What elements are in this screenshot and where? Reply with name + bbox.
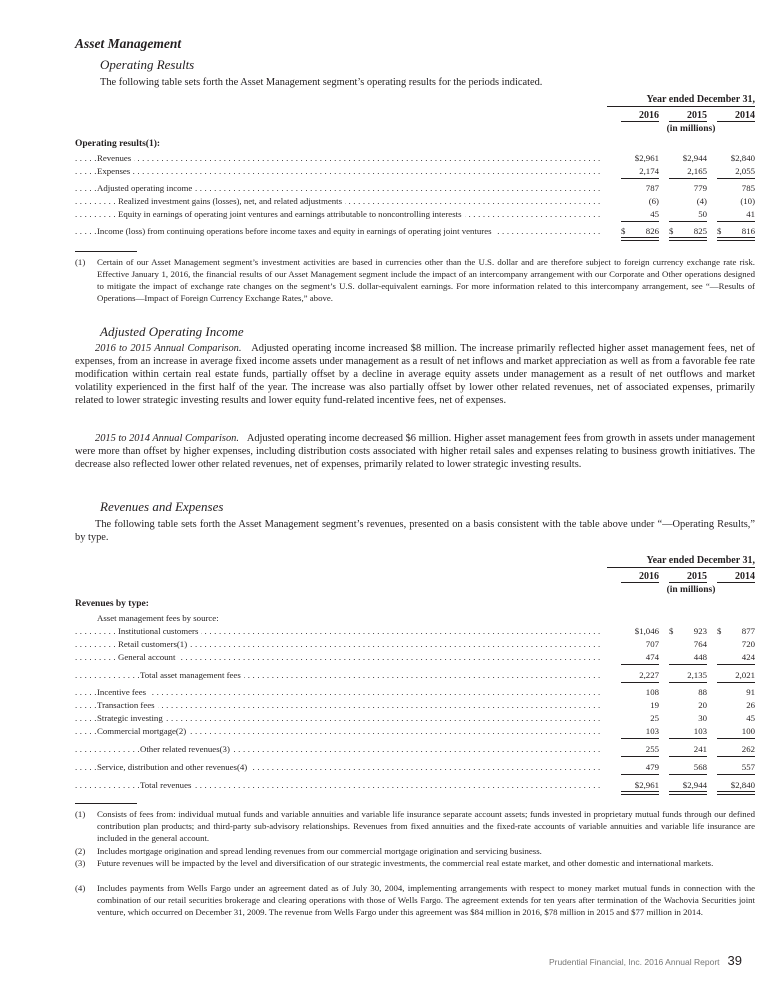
- cell-value: 779: [693, 183, 707, 193]
- cell-value: 720: [741, 639, 755, 649]
- table-row: [75, 726, 755, 738]
- revenues-table: [75, 555, 755, 835]
- table-row-subtotal: [75, 744, 755, 756]
- footnote: [75, 808, 755, 844]
- year-2016: 2016: [621, 571, 659, 583]
- cell-value: 255: [621, 744, 659, 754]
- revenues-by-type-label: Revenues by type:: [75, 599, 149, 609]
- cell-value: 103: [669, 726, 707, 736]
- year-ended-header: Year ended December 31,: [607, 94, 755, 107]
- cell-value: 19: [650, 700, 659, 710]
- cell-value: 41: [717, 209, 755, 219]
- row-label: Adjusted operating income: [97, 183, 195, 193]
- row-label: Other related revenues(3): [140, 744, 233, 754]
- operating-results-intro: The following table sets forth the Asset Management segment’s operating results for the periods indicated.: [100, 77, 543, 88]
- footnote: [75, 882, 755, 918]
- cell-value: 557: [717, 762, 755, 772]
- cell-value: 2,174: [621, 166, 659, 176]
- row-label: Service, distribution and other revenues(4): [97, 762, 250, 772]
- footnote-divider: [75, 251, 137, 252]
- operating-results-label: Operating results(1):: [75, 139, 161, 149]
- comparison-paragraph-2015: [75, 432, 755, 471]
- cell-value: 479: [621, 762, 659, 772]
- cell-value: 448: [669, 652, 707, 662]
- footnote-text: Consists of fees from: individual mutual funds and variable annuities and variable life insurance separate account assets; funds invested in proprietary mutual funds through our defined contribution plan products; and third-party sub-advisory relationships. Revenues from fixed annuities and the fixed-rate accounts of variable annuities and variable life insurance are included in the general account.: [97, 809, 755, 843]
- revenues-expenses-heading: Revenues and Expenses: [100, 499, 224, 514]
- adjusted-operating-income-heading: Adjusted Operating Income: [100, 324, 244, 339]
- row-label: Commercial mortgage(2): [97, 726, 189, 736]
- table-row-total: [75, 226, 755, 238]
- units-label: (in millions): [666, 124, 716, 134]
- cell-value: 2,021: [717, 670, 755, 680]
- cell-value: 568: [669, 762, 707, 772]
- paragraph-text: Adjusted operating income increased $8 million. The increase primarily reflected higher asset management fees, net of expenses, from an increase in average fixed income assets under management as a result of net inflows and market appreciation as well as from a favorable fee rate modification within certain real estate funds, partially offset by a decline in average equity assets under management as a result of net outflows and market volatility experienced in the first half of the year. The increase was also partially offset by lower other related revenues, net of associated expenses, primarily related to lower strategic investing results and lower equity fund-related incentive fees, net of expenses.: [75, 343, 755, 406]
- row-label: Retail customers(1): [118, 639, 190, 649]
- cell-value: 785: [741, 183, 755, 193]
- row-label: Transaction fees: [97, 700, 158, 710]
- footnote: [75, 845, 755, 857]
- table-row: [75, 700, 755, 712]
- cell-value: 50: [669, 209, 707, 219]
- cell-value: $2,961: [621, 780, 659, 790]
- asset-management-fees-label: Asset management fees by source:: [97, 613, 219, 623]
- footnote-text: Includes payments from Wells Fargo under an agreement dated as of July 30, 2004, implementing arrangements with respect to money market mutual funds in connection with the combination of our retail securities brokerage and clearing operations with those of Wells Fargo. The agreement extends for ten years after termination of the Wachovia Securities joint venture, which occurred on December 31, 2009. The revenue from Wells Fargo under this agreement was $84 million in 2016, $78 million in 2015 and $77 million in 2014.: [97, 883, 755, 917]
- row-label: Realized investment gains (losses), net, and related adjustments: [118, 196, 345, 206]
- year-ended-header: Year ended December 31,: [607, 555, 755, 568]
- cell-value: $ 923: [669, 626, 707, 636]
- cell-value: $ 825: [669, 226, 707, 236]
- cell-value: 100: [717, 726, 755, 736]
- table-row: [75, 153, 755, 165]
- operating-results-table: [75, 94, 755, 264]
- cell-value: 787: [645, 183, 659, 193]
- table-row-total: [75, 780, 755, 792]
- paragraph-text: Adjusted operating income decreased $6 million. Higher asset management fees from growth in assets under management were more than offset by higher expenses, including distribution costs associated with higher retail sales and expenses relating to business growth initiatives. The decrease also reflected lower other related revenues, net of expenses, primarily related to lower strategic investing results.: [75, 433, 755, 470]
- cell-value: 88: [698, 687, 707, 697]
- cell-value: 45: [746, 713, 755, 723]
- row-label: General account: [118, 652, 178, 662]
- cell-value: 108: [645, 687, 659, 697]
- footer-report-title: Prudential Financial, Inc. 2016 Annual Report: [548, 957, 720, 967]
- table-row: [75, 209, 755, 221]
- cell-value: 2,227: [621, 670, 659, 680]
- cell-value: 25: [650, 713, 659, 723]
- footnote-number: (1): [75, 809, 86, 819]
- table-row: [75, 687, 755, 699]
- table-row: [75, 196, 755, 208]
- year-2014: 2014: [717, 571, 755, 583]
- section-title: Asset Management: [75, 36, 182, 51]
- cell-value: 26: [746, 700, 755, 710]
- table-column-header: [607, 555, 755, 595]
- cell-value: 45: [621, 209, 659, 219]
- cell-value: 2,055: [717, 166, 755, 176]
- cell-value: 241: [669, 744, 707, 754]
- cell-value: 474: [621, 652, 659, 662]
- cell-value: $1,046: [634, 626, 659, 636]
- operating-results-heading: Operating Results: [100, 57, 195, 72]
- footnote-text: Future revenues will be impacted by the level and diversification of our strategic investments, the commercial real estate market, and other domestic and international markets.: [97, 858, 714, 868]
- cell-value: 2,135: [669, 670, 707, 680]
- cell-value: 103: [621, 726, 659, 736]
- table-row: [75, 762, 755, 774]
- row-label: Total revenues: [140, 780, 194, 790]
- year-2016: 2016: [621, 110, 659, 122]
- cell-value: $ 877: [717, 626, 755, 636]
- cell-value: 424: [717, 652, 755, 662]
- paragraph-lead: 2016 to 2015 Annual Comparison.: [95, 343, 242, 354]
- footnote-text: Includes mortgage origination and spread lending revenues from our commercial mortgage origination and servicing business.: [97, 846, 542, 856]
- comparison-paragraph-2016: [75, 342, 755, 407]
- footnote-number: (4): [75, 883, 86, 893]
- page-number: 39: [727, 953, 742, 968]
- cell-value: 764: [693, 639, 707, 649]
- footnote-text: Certain of our Asset Management segment’s investment activities are based in currencies other than the U.S. dollar and are therefore subject to foreign currency exchange rate risk. Effective January 1, 2016, the financial results of our Asset Management segment include the impact of an intercompany arrangement with our Corporate and Other operations designed to mitigate the impact of exchange rate changes on the segment’s U.S. dollar-equivalent earnings. For more information related to this intercompany arrangement, see “—Results of Operations—Impact of Foreign Currency Exchange Rates,” above.: [97, 257, 755, 303]
- table-row: [75, 639, 755, 651]
- cell-value: (4): [696, 196, 707, 206]
- year-2015: 2015: [669, 110, 707, 122]
- cell-value: $2,944: [669, 780, 707, 790]
- cell-value: $2,840: [717, 780, 755, 790]
- cell-value: 262: [717, 744, 755, 754]
- row-label: Strategic investing: [97, 713, 166, 723]
- cell-value: $ 826: [621, 226, 659, 236]
- row-label: Income (loss) from continuing operations before income taxes and equity in earnings of operating joint ventures: [97, 226, 495, 236]
- cell-value: (6): [648, 196, 659, 206]
- footnote: [75, 256, 755, 304]
- page-footer: [549, 953, 742, 968]
- revenues-expenses-intro: The following table sets forth the Asset Management segment’s revenues, presented on a basis consistent with the table above under “—Operating Results,” by type.: [75, 519, 755, 543]
- cell-value: $2,840: [730, 153, 755, 163]
- cell-value: 30: [698, 713, 707, 723]
- cell-value: 91: [746, 687, 755, 697]
- paragraph-lead: 2015 to 2014 Annual Comparison.: [95, 433, 239, 444]
- table-row: [75, 626, 755, 638]
- year-2014: 2014: [717, 110, 755, 122]
- row-label: Total asset management fees: [140, 670, 244, 680]
- cell-value: 2,165: [669, 166, 707, 176]
- year-2015: 2015: [669, 571, 707, 583]
- cell-value: 20: [698, 700, 707, 710]
- units-label: (in millions): [666, 585, 716, 595]
- footnote-number: (2): [75, 846, 86, 856]
- cell-value: $2,961: [634, 153, 659, 163]
- row-label: Incentive fees: [97, 687, 149, 697]
- row-label: Institutional customers: [118, 626, 201, 636]
- footnote-number: (1): [75, 257, 86, 267]
- footnote-divider: [75, 803, 137, 804]
- table-column-header: [607, 94, 755, 134]
- table-row: [75, 166, 755, 178]
- footnote-number: (3): [75, 858, 86, 868]
- cell-value: $ 816: [717, 226, 755, 236]
- row-label: Equity in earnings of operating joint ventures and earnings attributable to noncontrolling interests: [118, 209, 465, 219]
- cell-value: $2,944: [682, 153, 707, 163]
- table-row-subtotal: [75, 670, 755, 682]
- cell-value: 707: [645, 639, 659, 649]
- cell-value: (10): [740, 196, 755, 206]
- table-row: [75, 713, 755, 725]
- row-label: Revenues: [97, 153, 134, 163]
- row-label: Expenses: [97, 166, 133, 176]
- table-row: [75, 652, 755, 664]
- footnote: [75, 857, 755, 869]
- table-row: [75, 183, 755, 195]
